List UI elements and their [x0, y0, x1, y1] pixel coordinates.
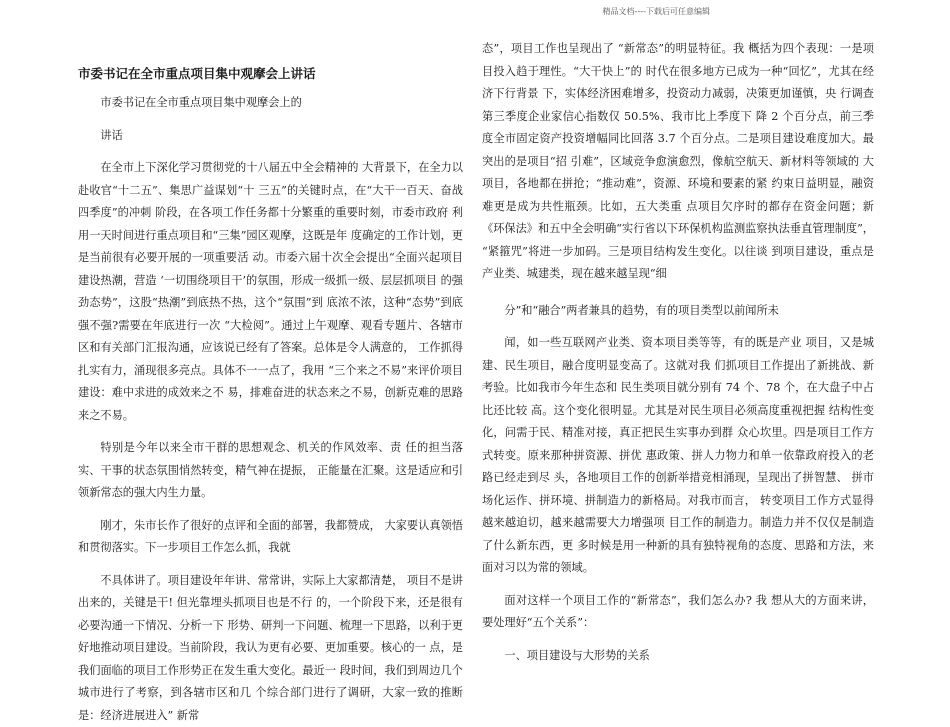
- paragraph: 态”，项目工作也呈现出了 “新常态”的明显特征。我 概括为四个表现：一是项目投入趋于理性。“大干快上”的 时代在很多地方已成为一种“回忆”，尤其在经济下行背景 下，实体经济困难增多，投资动力减弱，决策更加谨慎，央 行调查第三季度企业家信心指数仅 50.5%、我市比上季度下 降 2 个百分点，前三季度全市固定资产投资增幅同比回落 3.7 个百分点。二是项目建设难度加大。最突出的是项目“招 引难”，区域竞争愈演愈烈，像航空航天、新材料等领域的 大项目，各地都在拼抢；“推动难”，资源、环境和要素的紧 约束日益明显，融资难更是成为共性瓶颈。比如，五大类重 点项目欠序时的都存在资金问题；新《环保法》和五中全会明确“实行省以下环保机构监测监察执法垂直管理制度”， “紧箍咒”将进一步加码。三是项目结构发生变化。以往谈 到项目建设，重点是产业类、城建类，现在越来越呈现“细: [482, 38, 874, 286]
- paragraph: 面对这样一个项目工作的“新常态”，我们怎么办? 我 想从大的方面来讲，要处理好“五个关系”：: [482, 590, 874, 635]
- paragraph: 分”和“融合”两者兼具的趋势，有的项目类型以前闻所未: [482, 300, 874, 323]
- paragraph: 闻，如一些互联网产业类、资本项目类等等，有的既是产业 项目，又是城建、民生项目，融合度明显变高了。这就对我 们抓项目工作提出了新挑战、新考验。比如我市今年生态和 民生类项目就分别有 74 个、78 个，在大盘子中占比还比较 高。这个变化很明显。尤其是对民生项目必须高度重视把握 结构性变化，问需于民、精准对接，真正把民生实事办到群 众心坎里。四是项目工作方式转变。原来那种拼资源、拼优 惠政策、拼人力物力和单一依靠政府投入的老路已经走到尽 头，各地项目工作的创新举措竞相涌现，呈现出了拼智慧、 拼市场化运作、拼环境、拼制造力的新格局。对我市而言， 转变项目工作方式显得越来越迫切，越来越需要大力增强项 目工作的制造力。制造力并不仅仅是制造了什么新东西，更 多时候是用一种新的具有独特视角的态度、思路和方法，来 面对习以为常的领域。: [482, 332, 874, 580]
- header-note: 精品文档----下载后可任意编辑: [602, 6, 710, 17]
- left-column: [78, 40, 463, 664]
- right-column: [482, 38, 874, 664]
- section-heading: 一、项目建设与大形势的关系: [482, 645, 874, 668]
- paragraph: 不具体讲了。项目建设年年讲、常常讲，实际上大家都清楚， 项目不是讲出来的，关键是干! 但光靠埋头抓项目也是不行 的，一个阶段下来，还是很有必要沟通一下情况、分析一下 形势、研判一下问题、梳理一下思路，以利于更好地推动项目建设。当前阶段，我认为更有必要、更加重要。核心的一 点，是我们面临的项目工作形势正在发生重大变化。最近一 段时间，我们到周边几个城市进行了考察，到各辖市区和几 个综合部门进行了调研，大家一致的推断是：经济进展进入” 新常: [78, 570, 463, 727]
- subtitle: 市委书记在全市重点项目集中观摩会上的: [78, 92, 463, 115]
- subtitle-continued: 讲话: [78, 125, 463, 148]
- paragraph: 特别是今年以来全市干群的思想观念、机关的作风效率、责 任的担当落实、干事的状态氛围悄然转变，精气神在提振， 正能量在汇聚。这是适应和引领新常态的强大内生力量。: [78, 437, 463, 505]
- paragraph: 刚才，朱市长作了很好的点评和全面的部署，我都赞成， 大家要认真领悟和贯彻落实。下一步项目工作怎么抓，我就: [78, 515, 463, 560]
- document-title: 市委书记在全市重点项目集中观摩会上讲话: [78, 64, 463, 84]
- paragraph: 在全市上下深化学习贯彻党的十八届五中全会精神的 大背景下，在全力以赴收官“十二五”、集思广益谋划“十 三五”的关键时点，在“大干一百天、奋战四季度”的冲刺 阶段，在各项工作任务都十分繁重的重要时刻，市委市政府 利用一天时间进行重点项目和“三集”园区观摩，这既是年 度确定的工作计划，更是当前很有必要开展的一项重要活 动。市委六届十次全会提出“全面兴起项目建设热潮，营造 ‘一切围绕项目干’的氛围，形成一级抓一级、层层抓项目 的强劲态势”，这股“热潮”到底热不热，这个“氛围”到 底浓不浓，这种“态势”到底强不强?需要在年底进行一次 “大检阅”。通过上午观摩、观看专题片、各辖市区和有关部门汇报沟通，应该说已经有了答案。总体是令人满意的， 工作抓得扎实有力，涌现很多亮点。具体不一一点了，我用 “三个来之不易”来评价项目建设：难中求进的成效来之不 易，排难奋进的状态来之不易，创新克难的思路来之不易。: [78, 157, 463, 427]
